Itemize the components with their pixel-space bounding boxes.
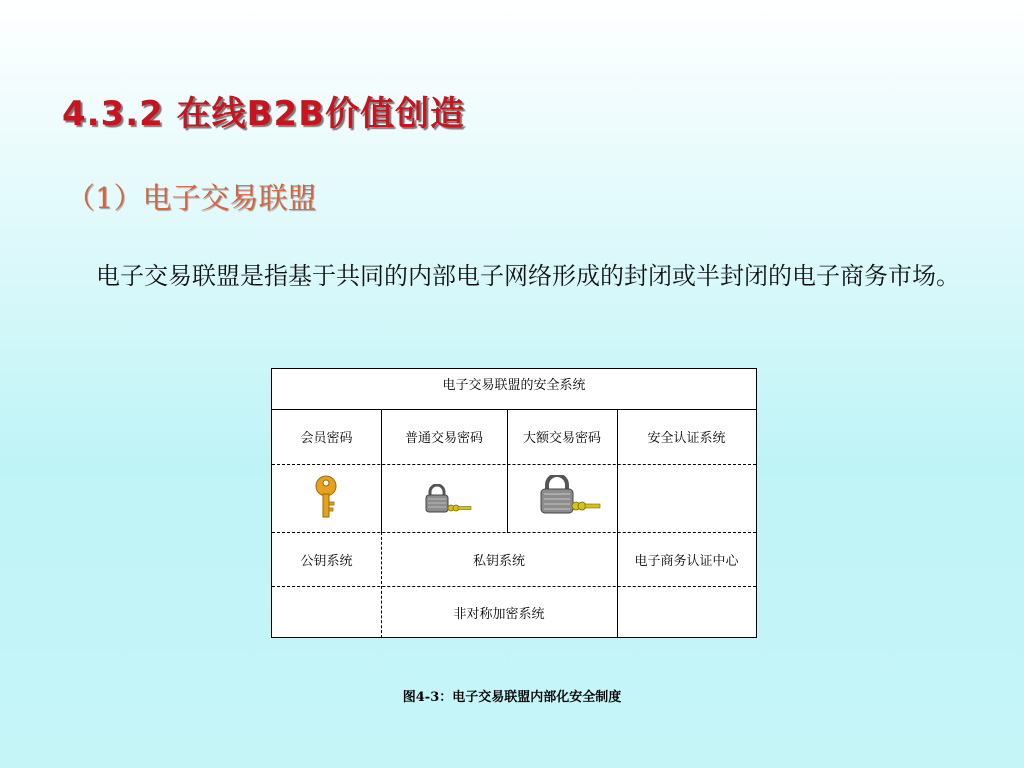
subsection-title: （1）电子交易联盟 [66,181,317,215]
definition-paragraph: 电子交易联盟是指基于共同的内部电子网络形成的封闭或半封闭的电子商务市场。 [96,262,960,290]
small-padlock-with-key-icon [422,484,474,514]
large-trade-password-cell: 大额交易密码 [522,431,601,446]
public-key-system-cell: 公钥系统 [300,553,353,569]
key-icon [312,475,340,519]
ec-certification-center-cell: 电子商务认证中心 [634,553,739,569]
grid-line [272,464,756,465]
section-title: 4.3.2 在线B2B价值创造 [62,94,466,134]
security-system-diagram [271,368,757,638]
normal-trade-password-cell: 普通交易密码 [404,431,483,446]
diagram-header: 电子交易联盟的安全系统 [442,377,586,393]
large-padlock-with-key-icon [537,475,603,515]
security-auth-system-cell: 安全认证系统 [647,431,726,446]
member-password-cell: 会员密码 [300,431,353,446]
figure-caption: 图4-3：电子交易联盟内部化安全制度 [402,690,622,705]
private-key-system-cell: 私钥系统 [472,553,525,569]
asymmetric-encryption-cell: 非对称加密系统 [453,606,545,622]
